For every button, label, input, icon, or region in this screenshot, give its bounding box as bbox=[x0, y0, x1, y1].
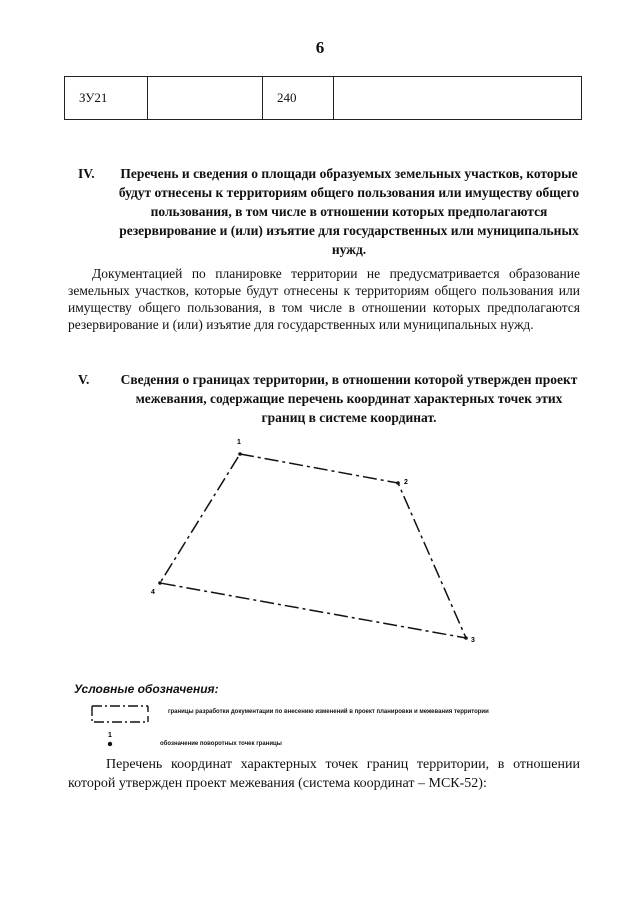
section-heading: Сведения о границах территории, в отношении которой утвержден проект межевания, содержащие перечень координат характерных точек этих границ в системе координат. bbox=[120, 372, 578, 425]
legend-title: Условные обозначения: bbox=[74, 682, 219, 696]
coordinates-intro-paragraph: Перечень координат характерных точек границ территории, в отношении которой утвержден проект межевания (система координат – МСК-52): bbox=[68, 757, 580, 791]
section-heading: Перечень и сведения о площади образуемых земельных участков, которые будут отнесены к территориям общего пользования или имуществу общего пользования, в том числе в отношении которых предполагаются резервирование и (или) изъятие для государственных или муниципальных нужд. bbox=[118, 166, 580, 257]
section-4-body: Документацией по планировке территории не предусматривается образование земельных участков, которые будут отнесены к территориям общего пользования или имуществу общего пользования, в том числе в отношении которых предполагаются резервирование и (или) изъятие для государственных или муниципальных нужд. bbox=[68, 266, 580, 332]
page-number: 6 bbox=[315, 38, 325, 57]
boundary-polygon bbox=[160, 454, 466, 638]
point-label: 3 bbox=[471, 637, 475, 644]
section-number: IV. bbox=[78, 166, 95, 181]
point-label: 4 bbox=[151, 589, 155, 596]
legend-item-boundary: границы разработки документации по внесению изменений в проект планировки и межевания территории bbox=[168, 709, 489, 715]
legend-item-points: обозначение поворотных точек границы bbox=[160, 741, 282, 747]
legend-point-number: 1 bbox=[108, 732, 112, 739]
point-label: 1 bbox=[237, 439, 241, 446]
section-number: V. bbox=[78, 372, 90, 387]
table-cell: 240 bbox=[263, 77, 334, 120]
legend-point-symbol bbox=[108, 742, 112, 746]
point-label: 2 bbox=[404, 479, 408, 486]
table-cell: ЗУ21 bbox=[65, 77, 148, 120]
turning-point-1 bbox=[238, 452, 242, 456]
legend-boundary-symbol bbox=[92, 706, 148, 722]
turning-point-3 bbox=[464, 636, 468, 640]
turning-point-2 bbox=[396, 481, 400, 485]
turning-point-4 bbox=[158, 581, 162, 585]
